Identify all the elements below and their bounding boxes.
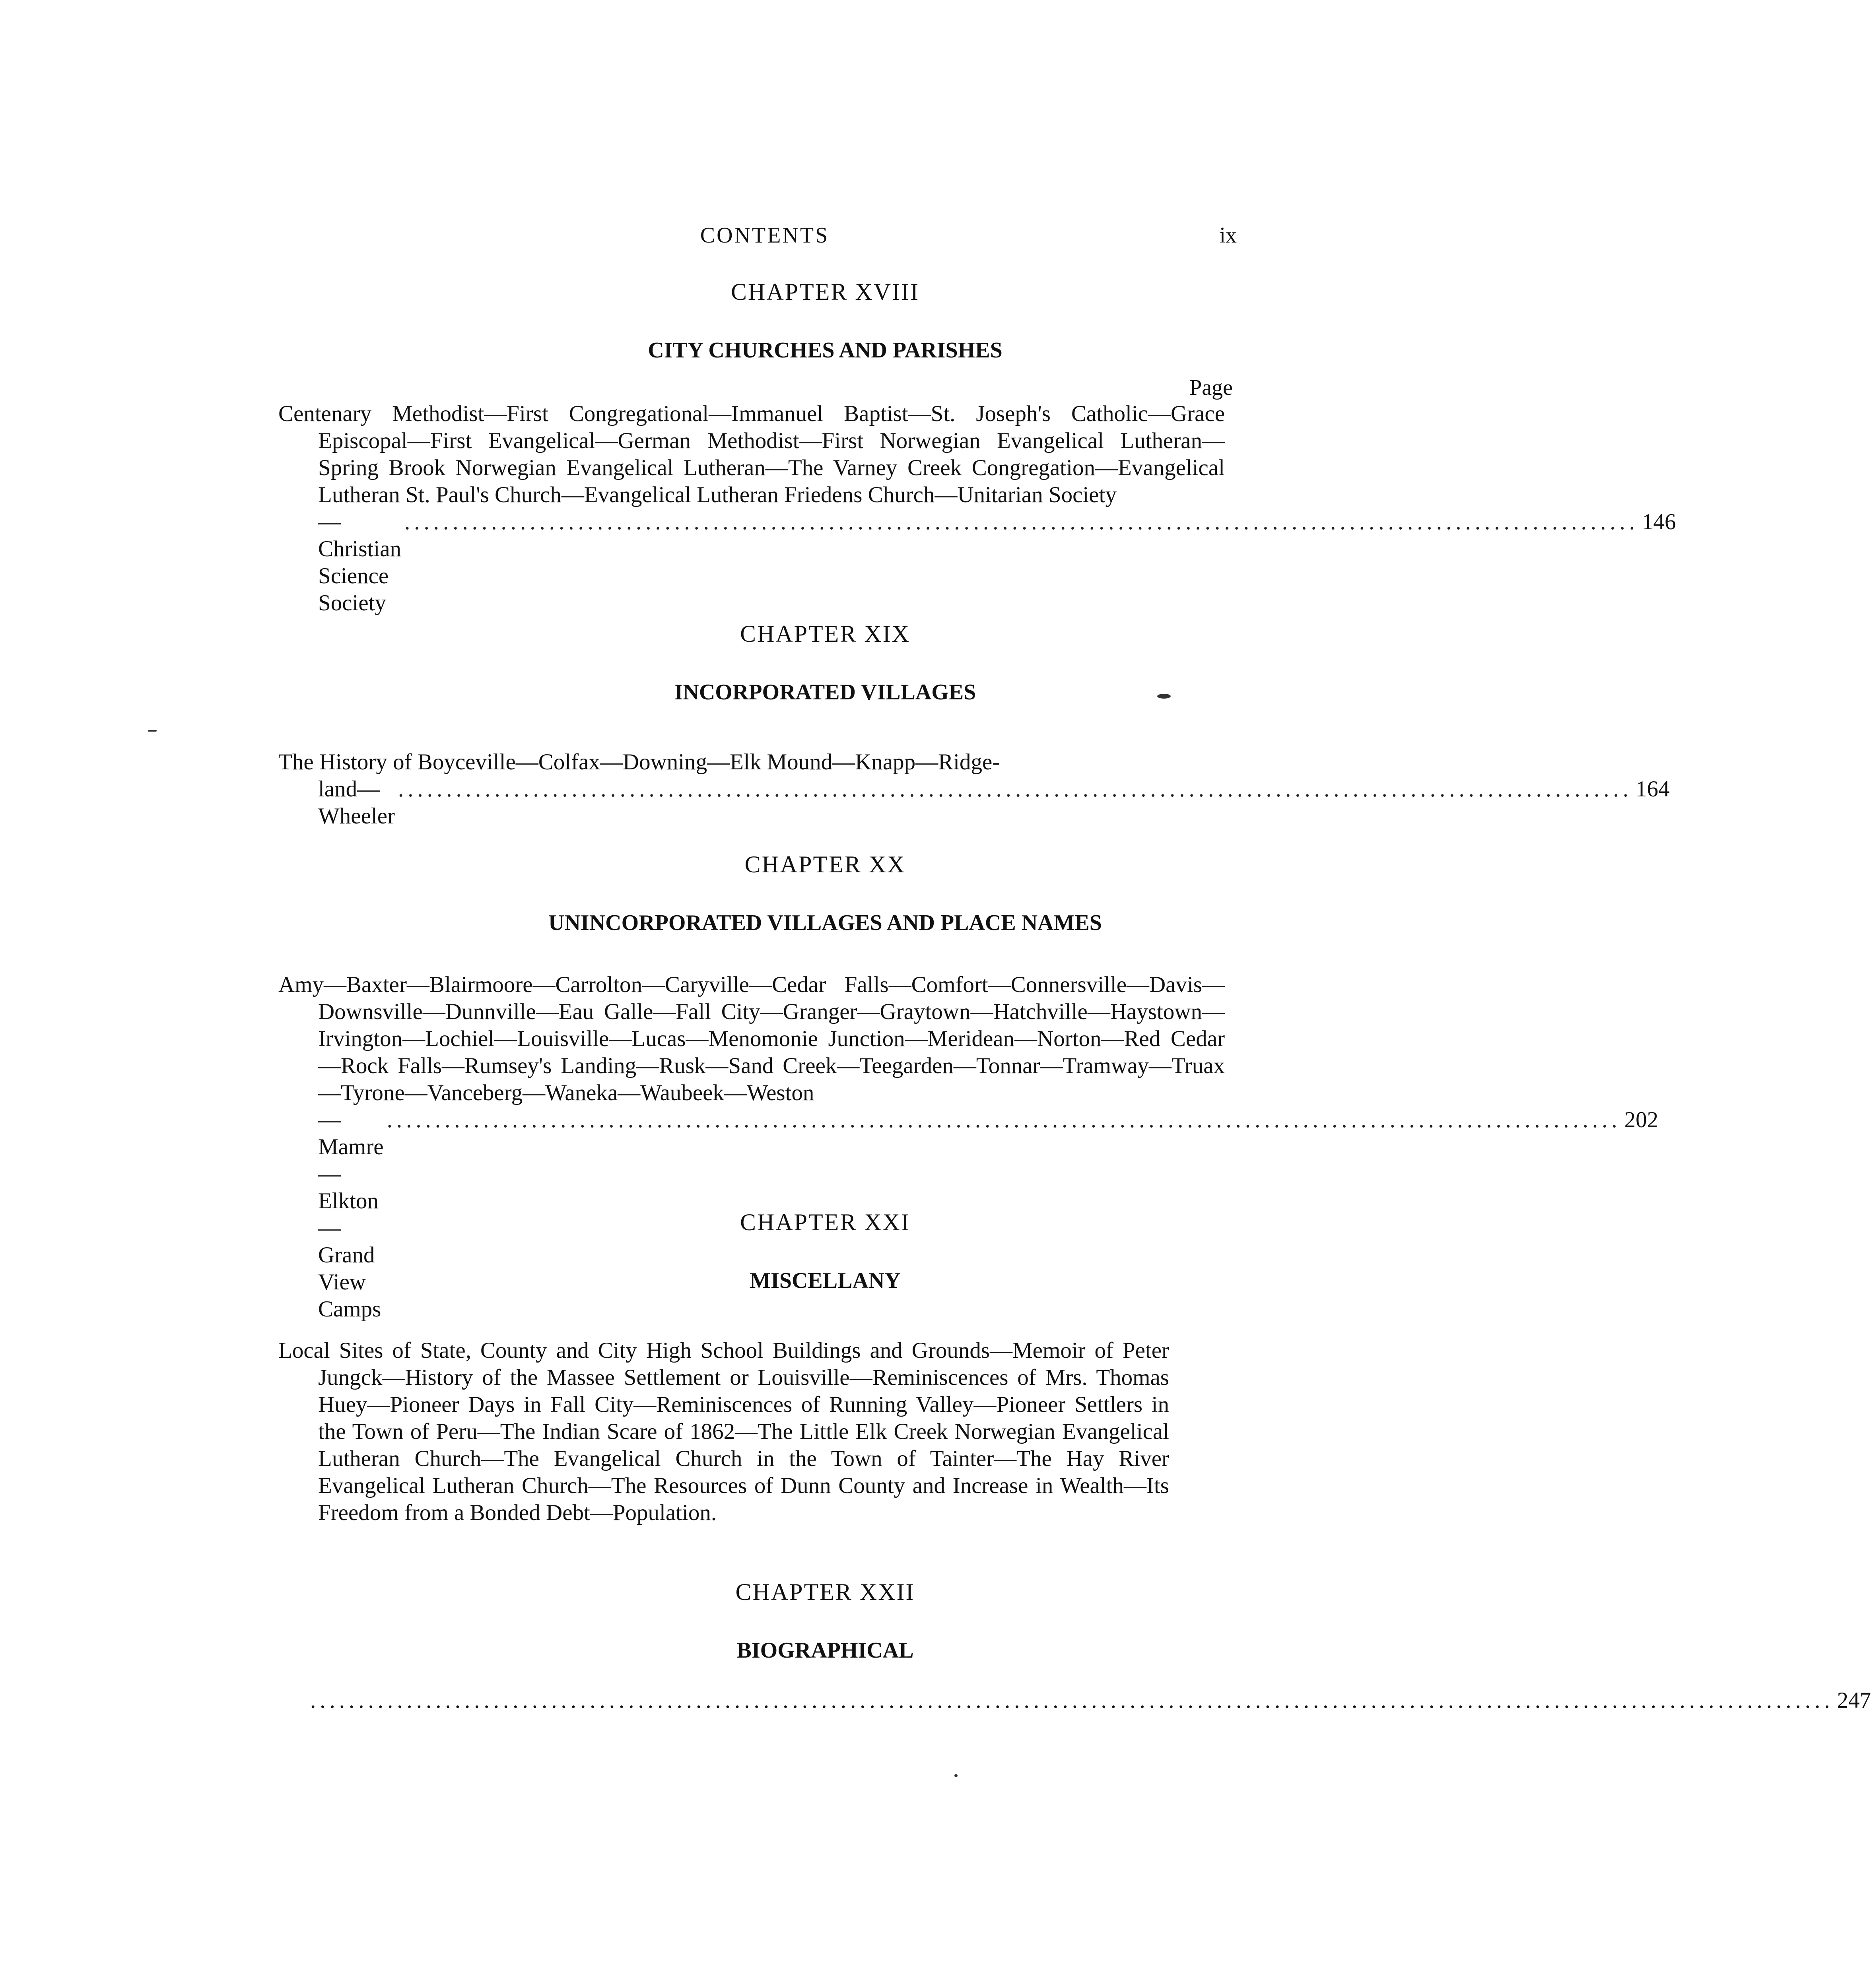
chapter-section (278, 1209, 1225, 1526)
chapter-contents-text: Local Sites of State, County and City High School Buildings and Grounds—Memoir of Peter Jungck—History of the Massee Settlement or Louisville—Reminiscences of Mrs. Thomas Huey—Pioneer Days in Fall City—Reminiscences of Running Valley—Pioneer Settlers in the Town of Peru—The Indian Scare of 1862—The Little Elk Creek Norwegian Evangelical Lutheran Church—The Evangelical Church in the Town of Tainter—The Hay River Evangelical Lutheran Church—The Resources of Dunn County and Increase in Wealth—Its Freedom from a Bonded Debt—Population. (278, 1338, 1169, 1525)
chapter-leader-line (278, 1687, 1871, 1714)
chapter-contents-text: The History of Boyceville—Colfax—Downing—Elk Mound—Knapp—Ridge- (278, 749, 1000, 775)
scan-mark (1157, 694, 1171, 699)
scan-mark (148, 730, 157, 732)
page-number: ix (1219, 223, 1237, 248)
chapter-title: BIOGRAPHICAL (736, 1638, 914, 1663)
chapter-contents-text: Centenary Methodist—First Congregational—Immanuel Baptist—St. Joseph's Catholic—Grace Episcopal—First Evangelical—German Methodist—First Norwegian Evangelical Lutheran—Spring Brook Norwegian Evangelical Lutheran—The Varney Creek Congregation—Evangelical Lutheran St. Paul's Church—Evangelical Lutheran Friedens Church—Unitarian Society (278, 401, 1225, 507)
chapter-page-number: 164 (1636, 777, 1670, 802)
chapter-last-line: —Christian Science Society (318, 509, 401, 615)
chapter-title: CITY CHURCHES AND PARISHES (648, 338, 1003, 363)
chapter-section (278, 620, 1670, 830)
chapter-title: MISCELLANY (750, 1268, 901, 1293)
chapter-number: CHAPTER XXII (735, 1579, 915, 1605)
running-head: CONTENTS (700, 223, 830, 248)
page-column-label: Page (1189, 375, 1233, 400)
dot-leader: .............................................................................................................................................................. (310, 1688, 1834, 1713)
dot-leader: ................................................................................................................................ (398, 777, 1633, 802)
chapter-leader-line (278, 776, 1670, 830)
chapter-title: INCORPORATED VILLAGES (674, 680, 976, 705)
chapter-number: CHAPTER XIX (740, 621, 910, 647)
scan-mark (954, 1774, 958, 1777)
chapter-number: CHAPTER XX (744, 851, 906, 878)
chapter-title: UNINCORPORATED VILLAGES AND PLACE NAMES (548, 911, 1102, 935)
dot-leader: ................................................................................................................................ (404, 509, 1639, 534)
chapter-number: CHAPTER XXI (740, 1209, 910, 1235)
chapter-last-line: land—Wheeler (318, 777, 395, 829)
chapter-leader-line (278, 509, 1676, 617)
chapter-page-number: 247 (1837, 1688, 1871, 1713)
chapter-section (278, 1578, 1871, 1714)
chapter-section (278, 278, 1676, 617)
chapter-last-line: —Mamre—Elkton—Grand View Camps (318, 1107, 384, 1322)
chapter-contents-text: Amy—Baxter—Blairmoore—Carrolton—Caryville—Cedar Falls—Comfort—Connersville—Davis—Downsville—Dunnville—Eau Galle—Fall City—Granger—Graytown—Hatchville—Haystown—Irvington—Lochiel—Louisville—Lucas—Menomonie Junction—Meridean—Norton—Red Cedar—Rock Falls—Rumsey's Landing—Rusk—Sand Creek—Teegarden—Tonnar—Tramway—Truax—Tyrone—Vanceberg—Waneka—Waubeek—Weston (278, 972, 1225, 1105)
dot-leader: ................................................................................................................................ (387, 1107, 1621, 1132)
chapter-number: CHAPTER XVIII (731, 279, 919, 305)
chapter-page-number: 146 (1642, 509, 1676, 534)
chapter-page-number: 202 (1624, 1107, 1659, 1132)
